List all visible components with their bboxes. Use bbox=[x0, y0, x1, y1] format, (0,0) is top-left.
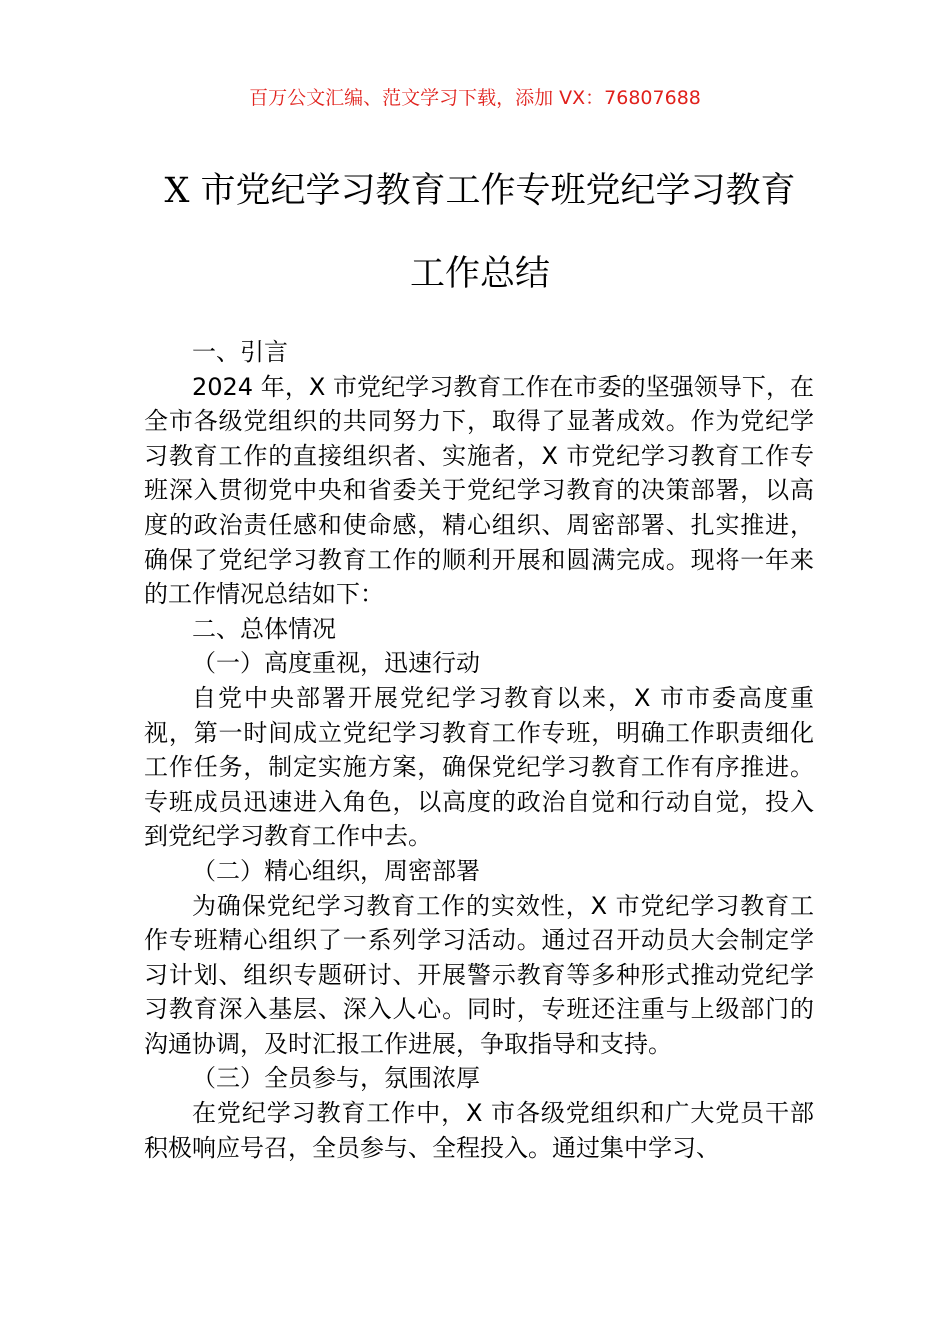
header-note: 百万公文汇编、范文学习下载，添加 VX：76807688 bbox=[249, 87, 701, 109]
subsection-heading-3: （三）全员参与，氛围浓厚 bbox=[192, 1064, 480, 1093]
title-line-1: X 市党纪学习教育工作专班党纪学习教育 bbox=[164, 171, 796, 211]
section-heading-overall: 二、总体情况 bbox=[192, 614, 336, 643]
subsection-heading-1: （一）高度重视，迅速行动 bbox=[192, 649, 480, 678]
subsection-heading-2: （二）精心组织，周密部署 bbox=[192, 856, 480, 885]
section-heading-intro: 一、引言 bbox=[192, 338, 288, 366]
document-title bbox=[140, 150, 820, 316]
title-line-2: 工作总结 bbox=[409, 254, 550, 294]
paragraph-subsection-2: 为确保党纪学习教育工作的实效性，X 市党纪学习教育工作专班精心组织了一系列学习活动。通过召开动员大会制定学习计划、组织专题研讨、开展警示教育等多种形式推动党纪学习教育深入基层、深入人心。同时，专班还注重与上级部门的沟通协调，及时汇报工作进展，争取指导和支持。 bbox=[144, 891, 814, 1058]
paragraph-subsection-1: 自党中央部署开展党纪学习教育以来，X 市市委高度重视，第一时间成立党纪学习教育工作专班，明确工作职责细化工作任务，制定实施方案，确保党纪学习教育工作有序推进。专班成员迅速进入角色，以高度的政治自觉和行动自觉，投入到党纪学习教育工作中去。 bbox=[144, 683, 814, 851]
document-body bbox=[144, 335, 814, 1165]
paragraph-subsection-3: 在党纪学习教育工作中，X 市各级党组织和广大党员干部积极响应号召，全员参与、全程投入。通过集中学习、 bbox=[144, 1099, 814, 1162]
paragraph-intro: 2024 年，X 市党纪学习教育工作在市委的坚强领导下，在全市各级党组织的共同努力下，取得了显著成效。作为党纪学习教育工作的直接组织者、实施者，X 市党纪学习教育工作专班深入贯彻党中央和省委关于党纪学习教育的决策部署，以高度的政治责任感和使命感，精心组织、周密部署、扎实推进，确保了党纪学习教育工作的顺利开展和圆满完成。现将一年来的工作情况总结如下： bbox=[144, 372, 814, 609]
